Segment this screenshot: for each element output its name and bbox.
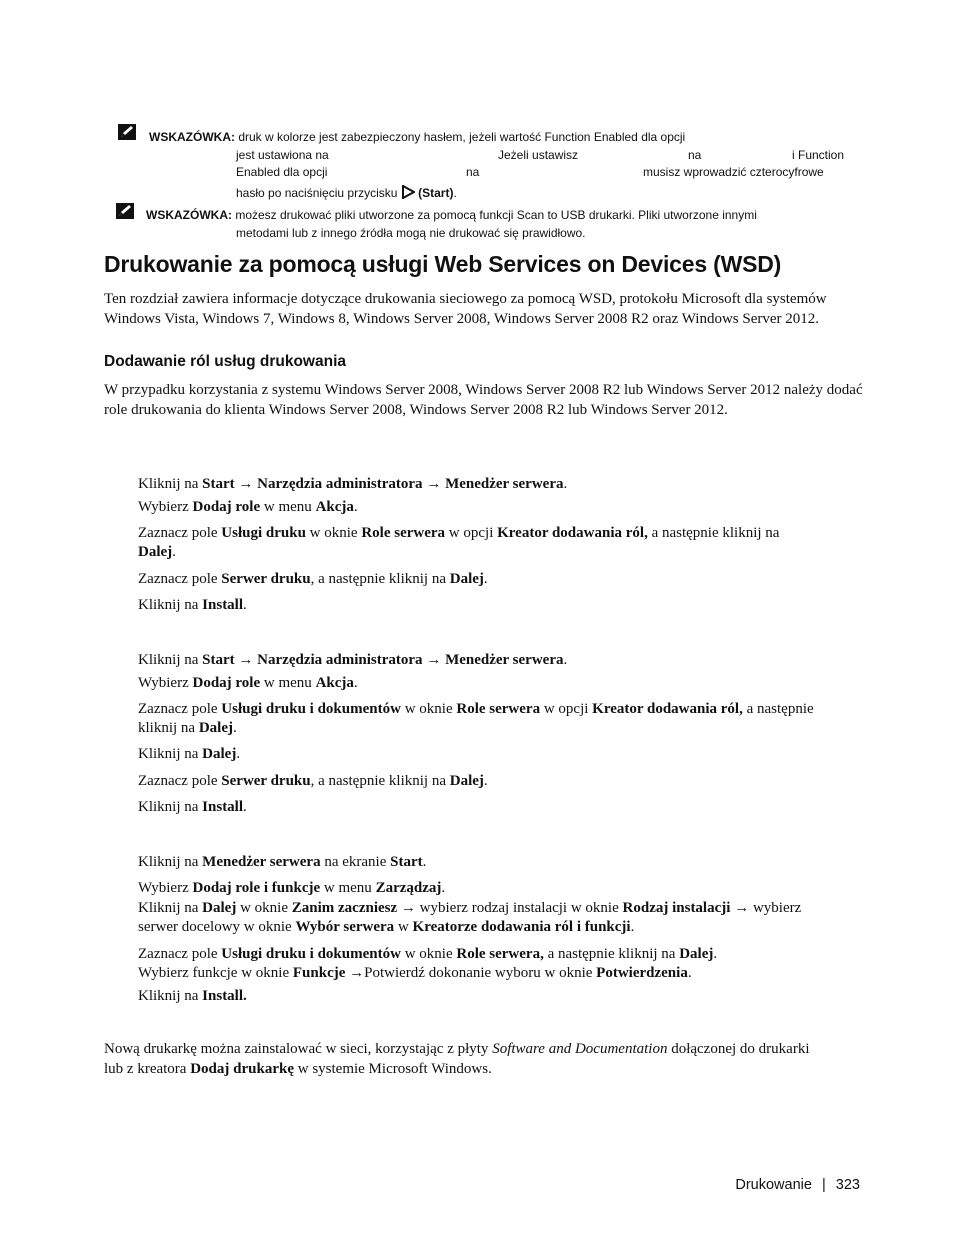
arrow-right-icon: →	[238, 652, 254, 668]
closing-paragraph: Nową drukarkę można zainstalować w sieci, korzystając z płyty Software and Documentation dołączonej do drukarki lub z kreatora Dodaj drukarkę w systemie Microsoft Windows.	[104, 1041, 810, 1077]
arrow-right-icon: →	[734, 900, 750, 916]
disc-title: Software and Documentation	[492, 1041, 668, 1057]
note-label: WSKAZÓWKA:	[149, 130, 235, 144]
subsection-heading: Dodawanie ról usług drukowania	[104, 353, 347, 370]
step-1-1: Kliknij na Start → Narzędzia administratora → Menedżer serwera.	[138, 476, 568, 492]
note-1-line-1: WSKAZÓWKA: druk w kolorze jest zabezpieczony hasłem, jeżeli wartość Function Enabled dla opcji	[149, 130, 686, 144]
arrow-right-icon: →	[426, 652, 442, 668]
arrow-right-icon: →	[238, 476, 254, 492]
note-1-line-2-b: Jeżeli ustawisz	[498, 148, 579, 162]
note-1-line-2-d: i Function	[792, 148, 845, 162]
page-footer	[735, 1177, 860, 1193]
arrow-right-icon: →	[426, 476, 442, 492]
page-number: 323	[835, 1177, 860, 1193]
note-pencil-icon	[115, 202, 135, 220]
step-1-4: Zaznacz pole Serwer druku, a następnie kliknij na Dalej.	[138, 571, 488, 587]
step-3-3: Kliknij na Dalej w oknie Zanim zaczniesz → wybierz rodzaj instalacji w oknie Rodzaj instalacji → wybierz serwer docelowy w oknie Wybór serwera w Kreatorze dodawania ról i funkcji.	[138, 900, 802, 935]
note-1-line-3-c: musisz wprowadzić czterocyfrowe	[643, 165, 824, 179]
subsection-intro: W przypadku korzystania z systemu Windows Server 2008, Windows Server 2008 R2 lub Windows Server 2012 należy dodać role drukowania do klienta Windows Server 2008, Windows Server 2008 R2 lub Windows Server 2012.	[104, 382, 863, 418]
note-label: WSKAZÓWKA:	[146, 208, 232, 222]
note-1-line-2-c: na	[688, 148, 702, 162]
arrow-right-icon: →	[400, 900, 416, 916]
step-3-5: Wybierz funkcje w oknie Funkcje →Potwierdź dokonanie wyboru w oknie Potwierdzenia.	[138, 965, 692, 981]
step-3-6: Kliknij na Install.	[138, 988, 247, 1004]
note-2-line-1: WSKAZÓWKA: możesz drukować pliki utworzone za pomocą funkcji Scan to USB drukarki. Pliki utworzone innymi	[146, 208, 757, 222]
step-3-1: Kliknij na Menedżer serwera na ekranie Start.	[138, 854, 427, 870]
note-1-line-4: hasło po naciśnięciu przycisku (Start).	[236, 185, 457, 204]
step-2-2: Wybierz Dodaj role w menu Akcja.	[138, 675, 358, 691]
note-1-line-2-a: jest ustawiona na	[236, 148, 329, 162]
note-1-line-3-b: na	[466, 165, 480, 179]
note-2-line-2: metodami lub z innego źródła mogą nie drukować się prawidłowo.	[236, 226, 586, 240]
step-1-3: Zaznacz pole Usługi druku w oknie Role serwera w opcji Kreator dodawania ról, a następnie kliknij na Dalej.	[138, 525, 780, 560]
footer-separator: |	[821, 1177, 826, 1193]
note-1-line-3-a: Enabled dla opcji	[236, 165, 328, 179]
note-pencil-icon	[117, 123, 137, 141]
arrow-right-icon: →	[349, 965, 365, 981]
step-2-1: Kliknij na Start → Narzędzia administratora → Menedżer serwera.	[138, 652, 568, 668]
step-1-2: Wybierz Dodaj role w menu Akcja.	[138, 499, 358, 515]
footer-section: Drukowanie	[735, 1177, 812, 1193]
step-3-4: Zaznacz pole Usługi druku i dokumentów w oknie Role serwera, a następnie kliknij na Dalej.	[138, 946, 718, 962]
step-2-6: Kliknij na Install.	[138, 799, 247, 815]
step-3-2: Wybierz Dodaj role i funkcje w menu Zarządzaj.	[138, 880, 446, 896]
section-heading: Drukowanie za pomocą usługi Web Services on Devices (WSD)	[104, 251, 782, 277]
step-1-5: Kliknij na Install.	[138, 597, 247, 613]
step-2-5: Zaznacz pole Serwer druku, a następnie kliknij na Dalej.	[138, 773, 488, 789]
step-2-3: Zaznacz pole Usługi druku i dokumentów w oknie Role serwera w opcji Kreator dodawania ról, a następnie kliknij na Dalej.	[138, 701, 814, 736]
step-2-4: Kliknij na Dalej.	[138, 746, 241, 762]
start-button-icon	[401, 185, 415, 204]
section-intro: Ten rozdział zawiera informacje dotyczące drukowania sieciowego za pomocą WSD, protokołu Microsoft dla systemów Windows Vista, Windows 7, Windows 8, Windows Server 2008, Windows Server 2008 R2 oraz Windows Server 2012.	[104, 291, 827, 327]
